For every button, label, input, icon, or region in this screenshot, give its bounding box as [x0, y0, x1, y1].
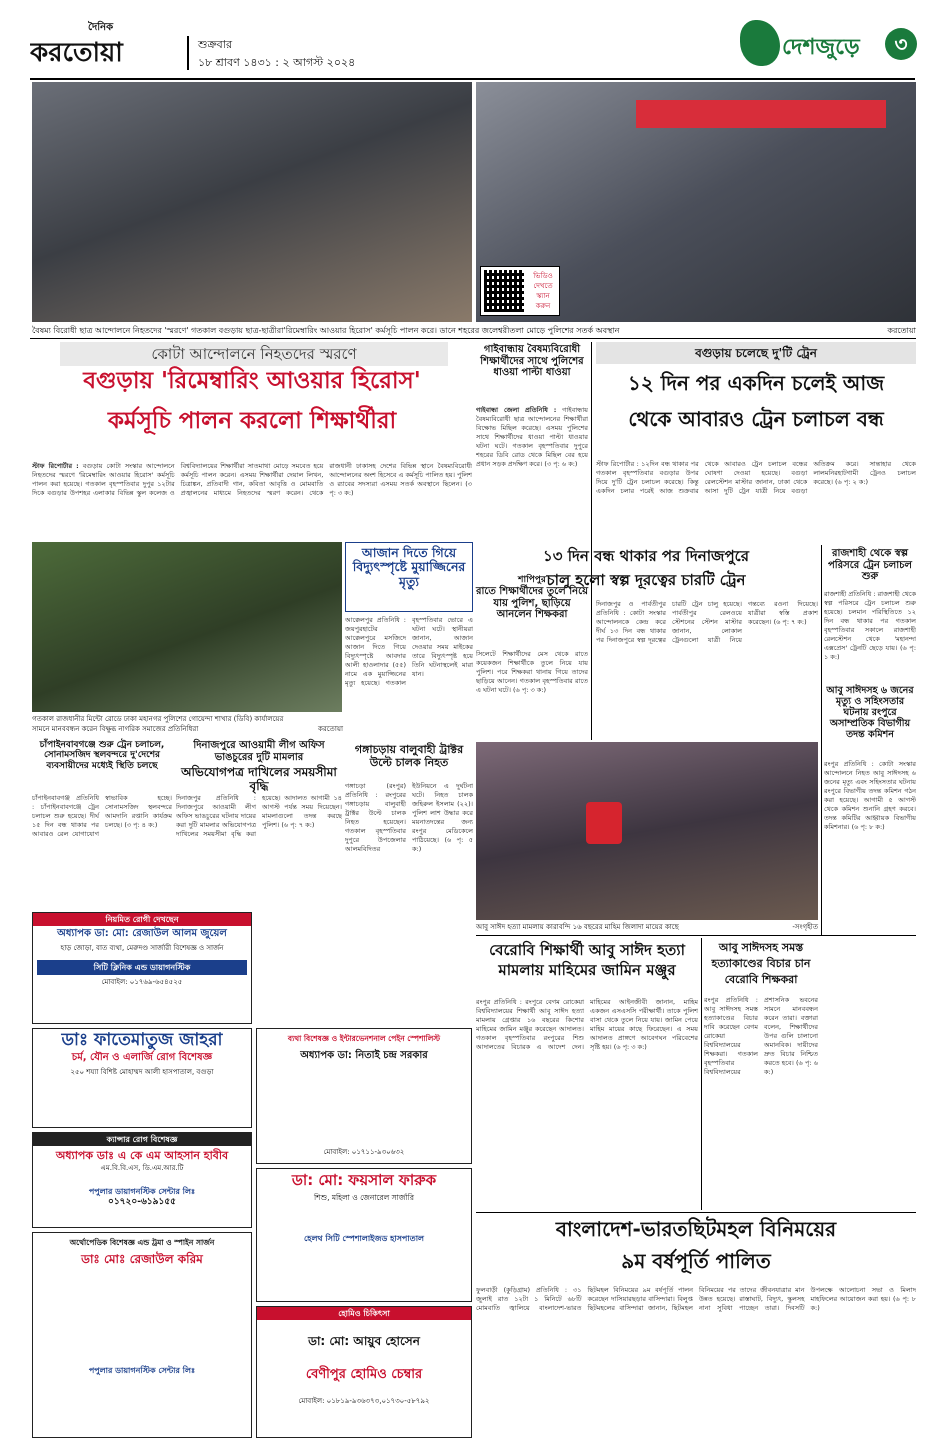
- chapai-body: [32, 794, 172, 904]
- dinaj4-body: [596, 600, 818, 736]
- lead-text: বগুড়ায় কোটা সংস্কার আন্দোলনে নিহতদের স্মরণে 'রিমেম্বারিং আওয়ার হিরোস' কর্মসূচি পালন করা হয়েছে। গতকাল বৃহস্পতিবার দুপুর ১২টার দিকে বগুড়ার উপশহর এলাকার বিভিন্ন স্কুল কলেজ ও বিশ্ববিদ্যালয়ের শিক্ষার্থীরা সাতমাথা মোড়ে সমবেত হয়ে কর্মসূচি পালন করেন। এসময় শিক্ষার্থীরা দেয়াল লিখন, চিত্রাঙ্কন, প্রতিবাদী গান, কবিতা আবৃত্তি ও মোমবাতি প্রজ্বালনের মাধ্যমে নিহতদের স্মরণ করেন। থেকে রাজধানী ঢাকাসহ দেশের বিভিন্ন স্থানে বৈষম্যবিরোধী আন্দোলনের অংশ হিসেবে এ কর্মসূচি পালিত হয়। পুলিশ ও র‌্যাবের সদস্যরা এসময় সতর্ক অবস্থানে ছিলেন।: [32, 462, 472, 497]
- ad7-phone: মোবাইল: ০১৮১৯-৯৩৬৩৭৩,০১৭৩০-৫৮৭৯২: [298, 1397, 430, 1405]
- train12-kicker: বগুড়ায় চলেছে দু'টি ট্রেন: [596, 342, 916, 364]
- mahim-headline-1: বেরোবি শিক্ষার্থী আবু সাঈদ হত্যা: [489, 941, 685, 959]
- mahim-photo: [476, 742, 818, 920]
- mahim-body: [476, 998, 698, 1208]
- news-mic-red: [586, 802, 622, 844]
- ad1-center: সিটি ক্লিনিক এন্ড ডায়াগনস্টিক: [37, 960, 247, 975]
- protest-photo-left: [32, 82, 472, 322]
- sherpur-text: সিলেটে শিক্ষার্থীদের মেস থেকে রাতে কয়েকজন শিক্ষার্থীকে তুলে নিয়ে যায় পুলিশ। পরে শিক্ষকরা থানায় গিয়ে তাদের ছাড়িয়ে আনেন। গতকাল বৃহস্পতিবার রাতে এ ঘটনা ঘটে।: [476, 650, 588, 694]
- justice-body: [704, 996, 818, 1208]
- ad-faisal-faruk: [256, 1168, 472, 1302]
- top-photo-credit: করতোয়া: [887, 326, 916, 335]
- ad3-center: পপুলার ডায়াগনস্টিক সেন্টার লিঃ: [88, 1187, 196, 1196]
- ad-nitai-sarkar: [256, 1028, 472, 1164]
- tractor-text: গঙ্গাচড়া (রংপুর) প্রতিনিধি : রংপুরের গঙ্গাচড়ায় বালুবাহী ট্রাক্টর উল্টে চালক নিহত হয়েছেন। গতকাল বৃহস্পতিবার দুপুরে উপজেলার আলমবিদিতর ইউনিয়নে এ দুর্ঘটনা ঘটে। নিহত চালক জহিরুল ইসলাম (২২)। পুলিশ লাশ উদ্ধার করে ময়নাতদন্তের জন্য রংপুর মেডিকেলে পাঠিয়েছে।: [345, 782, 473, 853]
- qr-label-3: করুন: [535, 302, 551, 310]
- train12-headline-1: ১২ দিন পর একদিন চলেই আজ: [627, 371, 885, 395]
- justice-rule: [701, 938, 702, 1210]
- abu-inquiry-text: রংপুর প্রতিনিধি : কোটা সংস্কার আন্দোলনে নিহত আবু সাঈদসহ ৬ জনের মৃত্যু এবং সহিংসতার ঘটনায় রংপুরে বিভাগীয় তদন্ত কমিশন গঠন করা হয়েছে। আগামী ৫ আগস্ট থেকে কমিশন শুনানি গ্রহণ করবে। তদন্ত কমিটির আহ্বায়ক বিভাগীয় কমিশনার।: [824, 760, 916, 831]
- paper-name: করতোয়া: [30, 38, 123, 68]
- rajshahi-text: রাজশাহী প্রতিনিধি : রাজশাহী থেকে স্বল্প পরিসরে ট্রেন চলাচল শুরু হয়েছে। চলমান পরিস্থিতিতে ১২ দিন বন্ধ থাকার পর গতকাল বৃহস্পতিবার সকালে রাজশাহী রেলস্টেশন থেকে 'মহানন্দা এক্সপ্রেস' ট্রেনটি ছেড়ে যায়।: [824, 590, 916, 652]
- qr-code-icon: [484, 270, 524, 312]
- sherpur-headline: রাতে শিক্ষার্থীদের তুলে নিয়ে যায় পুলিশ, ছাড়িয়ে আনলেন শিক্ষকরা: [476, 586, 588, 620]
- masthead-divider: [187, 36, 189, 70]
- tractor-cont: (৬ পৃ: ৫ ক:): [412, 836, 473, 853]
- abu-inquiry-headline: আবু সাঈদসহ ৬ জনের মৃত্যু ও সহিংসতার ঘটনায় রংপুরে অসাম্প্রতিক বিভাগীয় তদন্ত কমিশন: [826, 685, 914, 740]
- train12-headline-2: থেকে আবারও ট্রেন চলাচল বন্ধ: [628, 407, 884, 431]
- ad7-name: ডা: মো: আয়ুব হোসেন: [308, 1334, 420, 1348]
- ad3-title: ক্যান্সার রোগ বিশেষজ্ঞ: [33, 1133, 251, 1146]
- rajshahi-headline: রাজশাহী থেকে স্বল্প পরিসরে ট্রেন চলাচল শুরু: [828, 548, 912, 582]
- ad-ahsan-habib: [32, 1132, 252, 1228]
- ad-ayub-hossain: [256, 1306, 472, 1438]
- enclave-headline-2: ৯ম বর্ষপূর্তি পালিত: [621, 1249, 771, 1273]
- tractor-body: [345, 782, 473, 912]
- ad4-name: ডাঃ মোঃ রেজাউল করিম: [81, 1252, 203, 1266]
- ad5-phone: মোবাইল: ০১৭১১-৯৩০৬৩২: [323, 1148, 405, 1156]
- top-photo-caption: বৈষম্য বিরোধী ছাত্র আন্দোলনে নিহতদের 'স্মরণে' গতকাল বগুড়ায় ছাত্র-ছাত্রীরা'রিমেম্বারিং আওয়ার হিরোস' কর্মসূচি পালন করে। ডানে শহরের জলেশ্বরীতলা মোড়ে পুলিশের সতর্ক অবস্থান: [32, 326, 620, 335]
- ad2-place: ২৫০ শয্যা বিশিষ্ট মোহাম্মদ আলী হাসপাতাল, বগুড়া: [70, 1068, 214, 1076]
- ad6-detail: শিশু, মহিলা ও জেনারেল সার্জারি: [314, 1193, 414, 1202]
- mahim-text: রংপুর প্রতিনিধি : রংপুরে বেগম রোকেয়া বিশ্ববিদ্যালয়ের শিক্ষার্থী আবু সাঈদ হত্যা মামলায় গ্রেপ্তার ১৬ বছরের কিশোর মাহিমের জামিন মঞ্জুর করেছেন আদালত। গতকাল বৃহস্পতিবার রংপুরের শিশু আদালতের বিচারক এ আদেশ দেন। মাহিমের আইনজীবী জানান, মাহিম একজন এসএসসি পরীক্ষার্থী। তাকে পুলিশ বাসা থেকে তুলে নিয়ে যায়। জামিন পেয়ে মাহিম মায়ের কাছে ফিরেছেন। এ সময় আদালত প্রাঙ্গণে আবেগঘন পরিবেশের সৃষ্টি হয়।: [476, 998, 698, 1051]
- justice-headline-1: আবু সাঈদসহ সমস্ত: [718, 941, 804, 954]
- ad7-title: হোমিও চিকিৎসা: [257, 1307, 471, 1320]
- lead-kicker: কোটা আন্দোলনে নিহতদের স্মরণে: [60, 342, 448, 366]
- lead-byline: স্টাফ রিপোর্টার :: [32, 462, 79, 470]
- mahim-headline-2: মামলায় মাহিমের জামিন মঞ্জুর: [498, 961, 676, 979]
- awami-text: দিনাজপুর প্রতিনিধি : দিনাজপুরে আওয়ামী লীগ অফিস ভাঙচুরের ঘটনায় দায়ের করা দুটি মামলার অভিযোগপত্র দাখিলের সময়সীমা বৃদ্ধি করা হয়েছে। আদালত আগামী ১৪ আগস্ট পর্যন্ত সময় দিয়েছেন। মামলাগুলো তদন্ত করছে পুলিশ।: [176, 794, 342, 838]
- lead-headline-1: বগুড়ায় 'রিমেম্বারিং আওয়ার হিরোস': [83, 368, 421, 394]
- ad1-title: নিয়মিত রোগী দেখছেন: [33, 913, 251, 926]
- mahim-photo-caption: আবু সাঈদ হত্যা মামলায় কারাবন্দি ১৬ বছরের মাহিম জিলাদা মায়ের কাছে: [476, 923, 679, 931]
- dinaj4-headline-2: চালু হলো স্বল্প দূরত্বের চারটি ট্রেন: [546, 571, 746, 589]
- abu-inquiry-body: [824, 760, 916, 1120]
- gaibandha-body: [476, 406, 588, 566]
- justice-text: রংপুর প্রতিনিধি : আবু সাঈদসহ সমস্ত হত্যাকাণ্ডের বিচার দাবি করেছেন বেগম রোকেয়া বিশ্ববিদ্যালয়ের শিক্ষকরা। গতকাল বৃহস্পতিবার বিশ্ববিদ্যালয়ের প্রশাসনিক ভবনের সামনে মানববন্ধন করেন তারা। বক্তারা বলেন, শিক্ষার্থীদের উপর গুলি চালানো অমানবিক। দায়ীদের দ্রুত বিচার নিশ্চিত করতে হবে।: [704, 996, 818, 1076]
- top-rule: [30, 338, 916, 339]
- col-rule-right: [821, 545, 822, 935]
- ad5-name: অধ্যাপক ডা: নিতাই চন্দ্র সরকার: [300, 1050, 428, 1061]
- rajshahi-cont: (৬ পৃ: ১ ক:): [824, 644, 916, 661]
- human-chain-credit: করতোয়া: [318, 725, 343, 733]
- justice-headline-2: হত্যাকাণ্ডের বিচার চান: [711, 957, 811, 970]
- dinaj4-headline-1: ১৩ দিন বন্ধ থাকার পর দিনাজপুরে: [543, 547, 749, 565]
- justice-cont: (৬ পৃ: ৬ ক:): [764, 1059, 818, 1076]
- enclave-headline-1: বাংলাদেশ-ভারতছিটমহল বিনিময়ের: [555, 1217, 837, 1241]
- page-number: ৩: [885, 28, 917, 60]
- rajshahi-body: [824, 590, 916, 680]
- fashion-house-sign: [636, 100, 886, 128]
- qr-label-1: ভিডিও: [533, 272, 553, 280]
- mahim-rule: [476, 935, 916, 936]
- dinaj4-text: দিনাজপুর ও পার্বতীপুর প্রতিনিধি : কোটা সংস্কার আন্দোলনকে কেন্দ্র করে দীর্ঘ ১৩ দিন বন্ধ থাকার পর দিনাজপুরে স্বল্প দূরত্বের চারটি ট্রেন চালু হয়েছে। পার্বতীপুর রেলওয়ে স্টেশনের স্টেশন মাস্টার জানান, লোকাল ট্রেনগুলো যাত্রী নিয়ে গন্তব্যে রওনা দিয়েছে। যাত্রীরা স্বস্তি প্রকাশ করেছেন।: [596, 600, 818, 644]
- ad1-detail: হাড় জোড়া, বাত ব্যথা, মেরুদণ্ড সার্জারী বিশেষজ্ঞ ও সার্জন: [60, 944, 224, 952]
- enclave-body: [476, 1286, 916, 1436]
- justice-headline-3: বেরোবি শিক্ষকরা: [724, 973, 798, 986]
- lead-body: [32, 462, 472, 540]
- ad3-phone: ০১৭২০-৬১৯১৫৫: [107, 1197, 177, 1207]
- ad1-phone: মোবাইল: ০১৭৬৯-৬৫৪৫২৫: [101, 978, 183, 986]
- sherpur-cont: (৬ পৃ: ৩ ক:): [512, 686, 547, 694]
- sherpur-body: [476, 650, 588, 738]
- azan-headline-box: [345, 542, 473, 612]
- masthead-date: ১৮ শ্রাবণ ১৪৩১ : ২ আগস্ট ২০২৪: [198, 56, 356, 69]
- awami-headline-1: দিনাজপুরে আওয়ামী লীগ অফিস ভাঙচুরের দুটি মামলার: [193, 740, 325, 763]
- ad5-title: ব্যথা বিশেষজ্ঞ ও ইন্টারভেনশনাল পেইন স্পেশালিস্ট: [287, 1034, 441, 1043]
- ad2-title: ডাঃ ফাতেমাতুজ জাহরা: [61, 1030, 223, 1050]
- ad4-center: পপুলার ডায়াগনস্টিক সেন্টার লিঃ: [88, 1366, 196, 1375]
- ad1-name: অধ্যাপক ডা: মো: রেজাউল আলম জুয়েল: [57, 928, 227, 939]
- enclave-cont: (৬ পৃ: ৮ ক:): [810, 1295, 916, 1312]
- chapai-text: চাঁপাইনবাবগঞ্জ প্রতিনিধি : চাঁপাইনবাবগঞ্জে ট্রেন চলাচল শুরু হয়েছে। দীর্ঘ ১৫ দিন বন্ধ থাকার পর আবারও রেল যোগাযোগ স্বাভাবিক হচ্ছে। সোনামসজিদ স্থলবন্দরে আমদানি রপ্তানি কার্যক্রম চলছে।: [32, 794, 172, 838]
- train12-text: স্টাফ রিপোর্টার : ১২দিন বন্ধ থাকার পর গতকাল বৃহস্পতিবার বগুড়ার উপর দিয়ে দু'টি ট্রেন চলাচল করেছে। কিন্তু একদিন চলার পরেই আজ শুক্রবার থেকে আবারও ট্রেন চলাচল বন্ধের ঘোষণা দেওয়া হয়েছে। বগুড়া রেলস্টেশন মাস্টার জানান, ঢাকা থেকে আসা দুটি ট্রেন যাত্রী নিয়ে বগুড়া অতিক্রম করে। সান্তাহার থেকে লালমনিরহাটগামী ট্রেনও চলাচল করেছে।: [596, 460, 916, 495]
- human-chain-photo: [32, 542, 342, 712]
- mahim-cont: (৬ পৃ: ৩ ক:): [613, 1043, 647, 1051]
- qr-box: [480, 266, 560, 316]
- ad3-degree: এম.বি.বি.এস, ডি.এম.আর.টি: [100, 1164, 184, 1172]
- col-rule-mid: [591, 342, 592, 740]
- azan-body: আক্কেলপুর প্রতিনিধি : জয়পুরহাটের আক্কেলপুরে মসজিদে আজান দিতে গিয়ে বিদ্যুৎস্পৃষ্টে আবদার আলী হাওলাদার (৫৫) নামে এক মুয়াজ্জিনের মৃত্যু হয়েছে। গতকাল বৃহস্পতিবার ভোরে এ ঘটনা ঘটে। স্থানীয়রা জানান, আজান দেওয়ার সময় মাইকের তারে বিদ্যুৎস্পৃষ্ট হয়ে তিনি ঘটনাস্থলেই মারা যান।: [345, 616, 473, 687]
- ad-rezaul-jewel: [32, 912, 252, 1024]
- gaibandha-headline: গাইবান্ধায় বৈষম্যবিরোধী শিক্ষার্থীদের সাথে পুলিশের ধাওয়া পাল্টা ধাওয়া: [480, 344, 584, 378]
- chapai-cont: (৩ পৃ: ৪ ক:): [124, 821, 158, 829]
- train12-body: [596, 460, 916, 540]
- azan-headline: আজান দিতে গিয়ে বিদ্যুৎস্পৃষ্টে মুয়াজ্জিনের মৃত্যু: [352, 545, 466, 589]
- masthead-day: শুক্রবার: [198, 38, 233, 51]
- mahim-photo-credit: -সংগৃহীত: [792, 923, 818, 931]
- chapai-headline: চাঁপাইনবাবগঞ্জে শুরু ট্রেন চলাচল, সোনামসজিদ স্থলবন্দরে দু'দেশের ব্যবসায়ীদের মধ্যেই স্থিতি চলছে: [39, 740, 165, 771]
- dinaj4-cont: (৬ পৃ: ৭ ক:): [773, 618, 807, 626]
- enclave-text: ফুলবাড়ী (কুড়িগ্রাম) প্রতিনিধি : ৩১ জুলাই রাত ১২টা ১ মিনিটে ৬৮টি মোমবাতি জ্বালিয়ে বাংলাদেশ-ভারত ছিটমহল বিনিময়ের ৯ম বর্ষপূর্তি পালন করেছেন দাসিয়ারছড়ার বাসিন্দারা। বিলুপ্ত ছিটমহলের বাসিন্দারা জানান, ছিটমহল বিনিময়ের পর তাদের জীবনযাত্রার মান উন্নত হয়েছে। রাস্তাঘাট, বিদ্যুৎ, স্কুলসহ নানা সুবিধা পাচ্ছেন তারা। দিবসটি উপলক্ষে আলোচনা সভা ও মিলাদ মাহফিলের আয়োজন করা হয়।: [476, 1286, 916, 1312]
- ad7-center: বেণীপুর হোমিও চেম্বার: [305, 1367, 423, 1382]
- gaibandha-text: গাইবান্ধায় বৈষম্যবিরোধী ছাত্র আন্দোলনের শিক্ষার্থীরা বিক্ষোভ মিছিল করেছে। এসময় পুলিশের সাথে শিক্ষার্থীদের ধাওয়া পাল্টা ধাওয়ার ঘটনা ঘটে। গতকাল বৃহস্পতিবার দুপুরে শহরের ডিবি রোড থেকে মিছিল বের হয়ে প্রধান সড়ক প্রদক্ষিণ করে।: [476, 406, 588, 468]
- section-title: দেশজুড়ে: [782, 35, 860, 60]
- ad2-detail: চর্ম, যৌন ও এলার্জি রোগ বিশেষজ্ঞ: [71, 1052, 213, 1063]
- ad-fatematuz-jahra: [32, 1028, 252, 1128]
- ad6-center: হেলথ সিটি স্পেশালাইজড হাসপাতাল: [304, 1234, 424, 1243]
- train12-cont: (৬ পৃ: ২ ক:): [835, 478, 869, 486]
- human-chain-caption: গতকাল রাজধানীর মিন্টো রোডে ঢাকা মহানগর পুলিশের গোয়েন্দা শাখার (ডিবি) কার্যালয়ের সামনে মানববন্ধন করেন বিক্ষুব্ধ নাগরিক সমাজের প্রতিনিধিরা: [32, 715, 284, 733]
- qr-label-2: দেখতে স্ক্যান: [533, 282, 553, 300]
- abu-inquiry-cont: (৬ পৃ: ৮ ক:): [851, 823, 885, 831]
- enclave-rule: [476, 1212, 916, 1213]
- gaibandha-cont: (৩ পৃ: ৬ ক:): [544, 460, 578, 468]
- ad-rezaul-karim: [32, 1232, 252, 1438]
- tractor-headline: গঙ্গাচড়ায় বালুবাহী ট্রাক্টর উল্টে চালক নিহত: [354, 743, 464, 769]
- sherpur-kicker: শাপিপুর: [518, 575, 546, 585]
- bangladesh-map-icon: [740, 20, 780, 66]
- lead-cont: (৩ পৃ: ৩ ক:): [329, 480, 472, 497]
- gaibandha-byline: গাইবান্ধা জেলা প্রতিনিধি :: [476, 406, 557, 414]
- awami-headline-2: অভিযোগপত্র দাখিলের সময়সীমা বৃদ্ধি: [181, 765, 337, 793]
- awami-cont: (৬ পৃ: ৭ ক:): [281, 821, 315, 829]
- lead-headline-2: কর্মসূচি পালন করলো শিক্ষার্থীরা: [107, 408, 397, 434]
- paper-small-name: দৈনিক: [88, 22, 114, 33]
- ad3-name: অধ্যাপক ডাঃ এ কে এম আহসান হাবীব: [55, 1149, 229, 1162]
- ad4-title: অর্থোপেডিক বিশেষজ্ঞ এন্ড ট্রমা ও স্পাইন সার্জন: [69, 1238, 215, 1247]
- masthead-rule: [30, 78, 915, 80]
- ad6-title: ডা: মো: ফয়সাল ফারুক: [291, 1171, 437, 1189]
- masthead: [30, 18, 920, 80]
